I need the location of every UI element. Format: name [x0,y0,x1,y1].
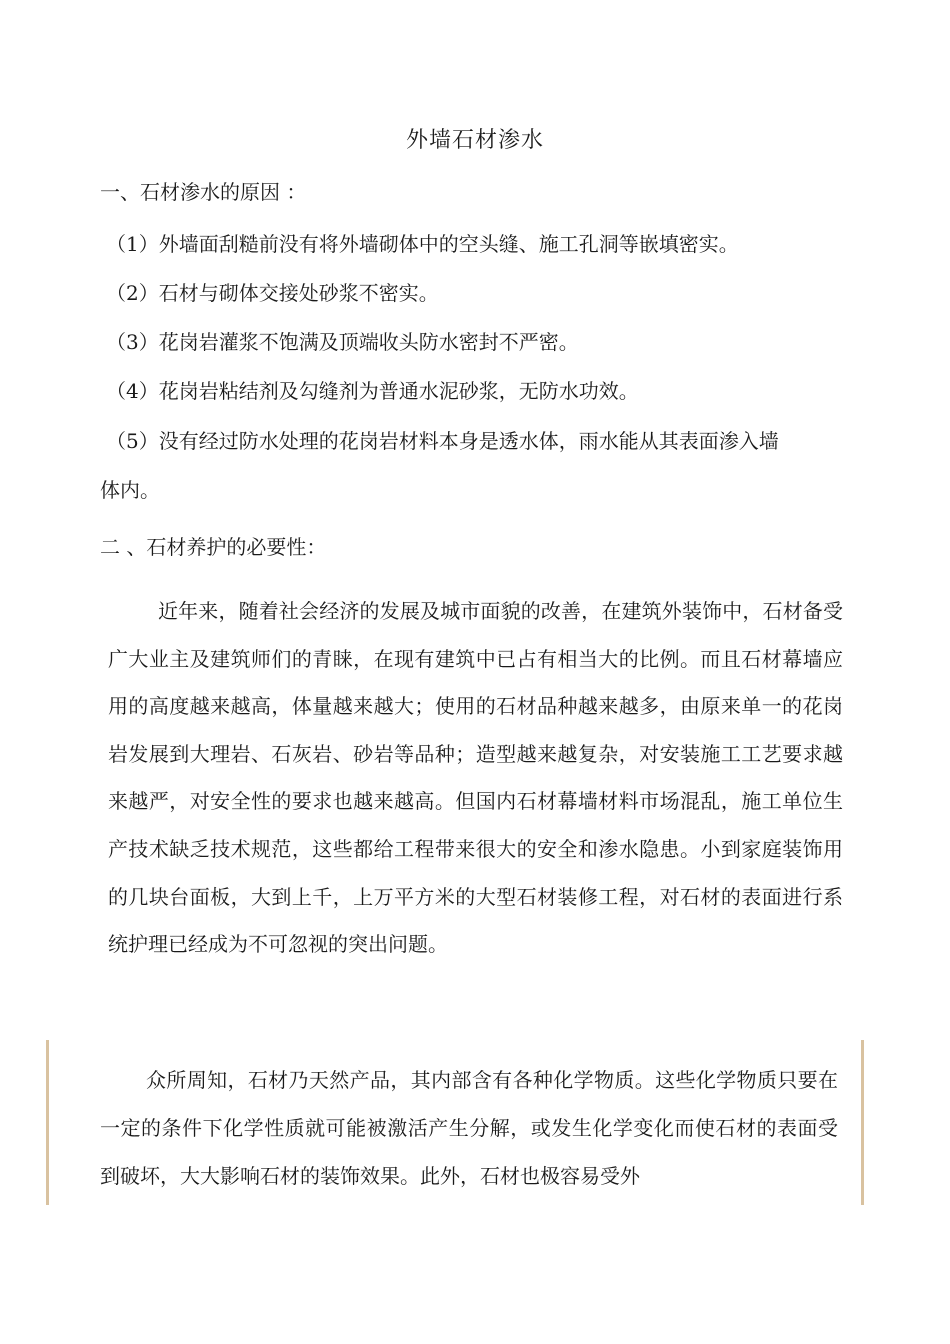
right-margin-rule [861,1040,864,1205]
list-item: （1）外墙面刮糙前没有将外墙砌体中的空头缝、施工孔洞等嵌填密实。 [106,232,739,256]
list-item: （3）花岗岩灌浆不饱满及顶端收头防水密封不严密。 [106,330,579,354]
document-title: 外墙石材渗水 [405,128,544,153]
section1-heading: 一、石材渗水的原因 ： [100,180,307,204]
section2-heading: 二 、石材养护的必要性： [100,535,327,559]
section2-paragraph: 近年来，随着社会经济的发展及城市面貌的改善，在建筑外装饰中，石材备受广大业主及建筑师们的青睐，在现有建筑中已占有相当大的比例。而且石材幕墙应用的高度越来越高，体量越来越大；使用的石材品种越来越多，由原来单一的花岗岩发展到大理岩、石灰岩、砂岩等品种；造型越来越复杂，对安装施工工艺要求越来越严，对安全性的要求也越来越高。但国内石材幕墙材料市场混乱，施工单位生产技术缺乏技术规范，这些都给工程带来很大的安全和渗水隐患。小到家庭装饰用的几块台面板，大到上千，上万平方米的大型石材装修工程，对石材的表面进行系统护理已经成为不可忽视的突出问题。 [108,599,843,957]
list-item: （2）石材与砌体交接处砂浆不密实。 [106,281,439,305]
left-margin-rule [46,1040,49,1205]
list-item-continuation: 体内。 [100,478,160,502]
section3-paragraph: 众所周知，石材乃天然产品，其内部含有各种化学物质。这些化学物质只要在一定的条件下化学性质就可能被激活产生分解，或发生化学变化而使石材的表面受到破坏，大大影响石材的装饰效果。此外，石材也极容易受外 [100,1068,838,1188]
list-item: （4）花岗岩粘结剂及勾缝剂为普通水泥砂浆，无防水功效。 [106,379,639,403]
list-item: （5）没有经过防水处理的花岗岩材料本身是透水体，雨水能从其表面渗入墙 [106,429,779,453]
